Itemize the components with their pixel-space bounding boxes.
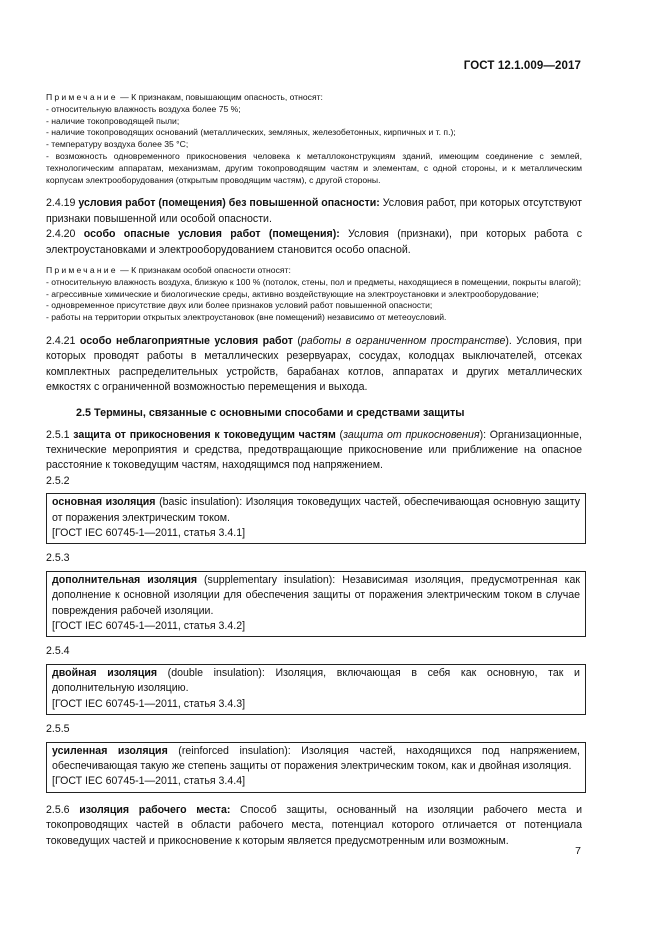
clause-text: Изоляция, включающая в себя как основную, так и дополнительную изоляцию. [52, 666, 580, 695]
clause-text: Способ защиты, основанный на изоляции рабочего места и токопроводящих частей в области рабочего места, потенциал которого отличается от потенциала токоведущих частей и прикосновение к которым является предусмотренным или возможным. [46, 803, 582, 847]
clause-term: защита от прикосновения к токоведущим частям [73, 428, 336, 441]
note-item: - наличие токопроводящих оснований (металлических, земляных, железобетонных, кирпичных и т. п.); [46, 127, 456, 138]
clause-reference: [ГОСТ IEC 60745-1—2011, статья 3.4.1] [52, 527, 246, 540]
clause-number: 2.5.6 [46, 803, 80, 816]
section-title: 2.5 Термины, связанные с основными способами и средствами защиты [76, 406, 465, 419]
clause-2-4-20 [46, 227, 582, 258]
clause-term: условия работ (помещения) без повышенной опасности: [78, 197, 380, 210]
clause-term: двойная изоляция [52, 666, 158, 679]
page-content [46, 92, 582, 849]
clause-number: 2.5.1 [46, 428, 74, 441]
clause-number: 2.5.2 [46, 474, 70, 487]
clause-text: . Условия, при которых проводят работы в металлических резервуарах, сосудах, колодцах выключателей, отсеках комплектных распределительных устройств, барабанах котлов, аппаратах и других металлических емкостях с ограниченной возможностью перемещения и выхода. [46, 334, 582, 394]
definition-box-2-5-2 [46, 493, 586, 544]
clause-term: основная изоляция [52, 496, 156, 509]
definition-box-2-5-5 [46, 742, 586, 793]
note-item: - наличие токопроводящей пыли; [46, 115, 180, 126]
note-item: - возможность одновременного прикосновения человека к металлоконструкциям зданий, имеющим соединение с землей, технологическим аппаратам, механизмам, другим токопроводящим частям и элементам, с одной стороны, и к металлическим корпусам электрооборудования (открытым проводящим частям), с другой стороны. [46, 150, 582, 185]
clause-text: Условия работ, при которых отсутствуют признаки повышенной или особой опасности. [46, 197, 582, 225]
clause-2-5-1: 2.5.1 защита от прикосновения к токоведущим частям (защита от прикосновения): Организационные, технические мероприятия и средства, предотвращающие прикосновение или приближение на опасное расстояние к токоведущим частям, находящимся под напряжением. [46, 428, 582, 472]
clause-text: : Организационные, технические мероприятия и средства, предотвращающие прикосновение или приближение на опасное расстояние к токоведущим частям, находящимся под напряжением. [46, 428, 582, 472]
clause-text: Изоляция токоведущих частей, обеспечивающая основную защиту от поражения электрическим током. [52, 496, 580, 524]
definition-box-2-5-3 [46, 571, 586, 638]
clause-2-5-6 [46, 803, 582, 849]
clause-term-en: (reinforced insulation): [167, 744, 291, 757]
clause-reference: [ГОСТ IEC 60745-1—2011, статья 3.4.3] [52, 697, 246, 710]
clause-term: особо опасные условия работ (помещения): [83, 228, 340, 241]
document-code: ГОСТ 12.1.009—2017 [463, 60, 581, 72]
clause-number: 2.4.20 [46, 228, 84, 241]
clause-text: Условия (признаки), при которых работа с электроустановками и электрооборудованием становится особо опасной. [46, 228, 582, 256]
page-number: 7 [575, 845, 581, 857]
clause-term: дополнительная изоляция [52, 573, 198, 586]
clause-term: особо неблагоприятные условия работ [79, 334, 293, 347]
clause-term-en: (basic insulation): [155, 496, 243, 509]
clause-2-4-21: 2.4.21 особо неблагоприятные условия работ (работы в ограниченном пространстве). Условия, при которых проводят работы в металлических резервуарах, сосудах, колодцах выключателей, отсеках комплектных распределительных устройств, барабанах котлов, аппаратах и других металлических емкостях с ограниченной возможностью перемещения и выхода. [46, 334, 582, 394]
clause-number: 2.5.3 [46, 552, 70, 565]
clause-number: 2.5.5 [46, 723, 70, 736]
clause-2-4-19 [46, 196, 582, 227]
note-intro: — К признакам особой опасности относят: [117, 265, 291, 275]
clause-text: Независимая изоляция, предусмотренная как дополнение к основной изоляции для обеспечения защиты от поражения электрическим током в случае повреждения рабочей изоляции. [52, 573, 580, 617]
clause-term: усиленная изоляция [52, 744, 168, 757]
clause-number: 2.5.4 [46, 645, 70, 658]
note-intro: — К признакам, повышающим опасность, относят: [117, 92, 323, 102]
note-item: - работы на территории открытых электроустановок (вне помещений) независимо от метеоусловий. [46, 312, 447, 323]
clause-number: 2.4.19 [46, 197, 79, 210]
clause-alt-term: защита от прикосновения [343, 428, 480, 441]
note-item: - температуру воздуха более 35 °С; [46, 139, 189, 150]
clause-alt-term: работы в ограниченном пространстве [300, 334, 506, 347]
note-item: - относительную влажность воздуха более 75 %; [46, 103, 241, 114]
note-item: - одновременное присутствие двух или более признаков условий работ повышенной опасности; [46, 300, 433, 311]
note-item: - относительную влажность воздуха, близкую к 100 % (потолок, стены, пол и предметы, находящиеся в помещении, покрыты влагой); [46, 276, 582, 287]
note-increased-danger [46, 92, 582, 186]
clause-term-en: (double insulation): [157, 666, 265, 679]
note-label: Примечание [46, 92, 118, 102]
clause-term-en: (supplementary insulation): [197, 573, 336, 586]
clause-term: изоляция рабочего места: [79, 803, 231, 816]
note-special-danger [46, 265, 582, 324]
clause-reference: [ГОСТ IEC 60745-1—2011, статья 3.4.2] [52, 620, 246, 633]
clause-number: 2.4.21 [46, 334, 80, 347]
note-label: Примечание [46, 265, 118, 275]
clause-text: Изоляция частей, находящихся под напряжением, обеспечивающая такую же степень защиты от поражения электрическим током, как и двойная изоляция. [52, 744, 580, 772]
definition-box-2-5-4 [46, 664, 586, 715]
note-item: - агрессивные химические и биологические среды, активно воздействующие на электроустановки и электрооборудование; [46, 288, 539, 299]
clause-reference: [ГОСТ IEC 60745-1—2011, статья 3.4.4] [52, 775, 246, 788]
